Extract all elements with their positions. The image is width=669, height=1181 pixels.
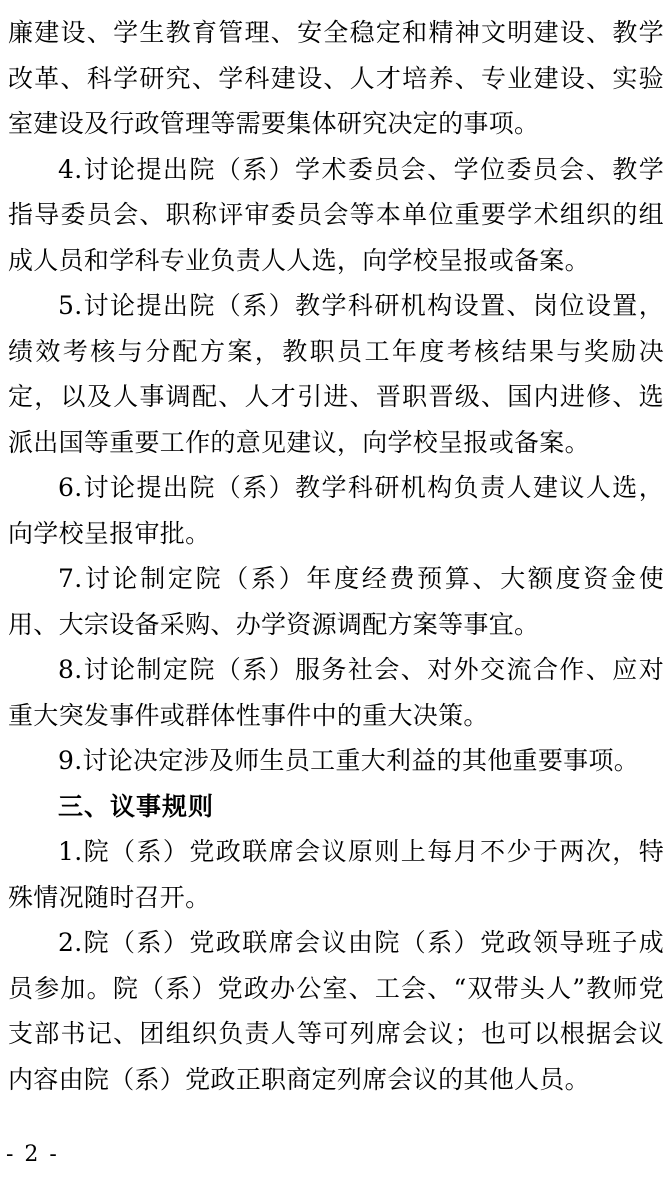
paragraph-item-5: 5.讨论提出院（系）教学科研机构设置、岗位设置，绩效考核与分配方案，教职员工年度考核结果与奖励决定，以及人事调配、人才引进、晋职晋级、国内进修、选派出国等重要工作的意见建议，向学校呈报或备案。: [8, 291, 664, 457]
paragraph-item-7: 7.讨论制定院（系）年度经费预算、大额度资金使用、大宗设备采购、办学资源调配方案等事宜。: [8, 564, 664, 639]
paragraph-item-9: 9.讨论决定涉及师生员工重大利益的其他重要事项。: [58, 746, 640, 775]
paragraph-item-4: 4.讨论提出院（系）学术委员会、学位委员会、教学指导委员会、职称评审委员会等本单位重要学术组织的组成人员和学科专业负责人人选，向学校呈报或备案。: [8, 154, 664, 275]
section-heading-rules: 三、议事规则: [58, 791, 215, 821]
document-body: [8, 10, 664, 1102]
paragraph-item-8: 8.讨论制定院（系）服务社会、对外交流合作、应对重大突发事件或群体性事件中的重大决策。: [8, 655, 664, 730]
page-number: - 2 -: [6, 1142, 59, 1167]
paragraph-item-6: 6.讨论提出院（系）教学科研机构负责人建议人选，向学校呈报审批。: [8, 473, 664, 548]
paragraph-rule-1: 1.院（系）党政联席会议原则上每月不少于两次，特殊情况随时召开。: [8, 837, 664, 912]
paragraph-continued-items: 廉建设、学生教育管理、安全稳定和精神文明建设、教学改革、科学研究、学科建设、人才培养、专业建设、实验室建设及行政管理等需要集体研究决定的事项。: [8, 18, 664, 138]
paragraph-rule-2: 2.院（系）党政联席会议由院（系）党政领导班子成员参加。院（系）党政办公室、工会、“双带头人”教师党支部书记、团组织负责人等可列席会议；也可以根据会议内容由院（系）党政正职商定列席会议的其他人员。: [8, 928, 664, 1094]
